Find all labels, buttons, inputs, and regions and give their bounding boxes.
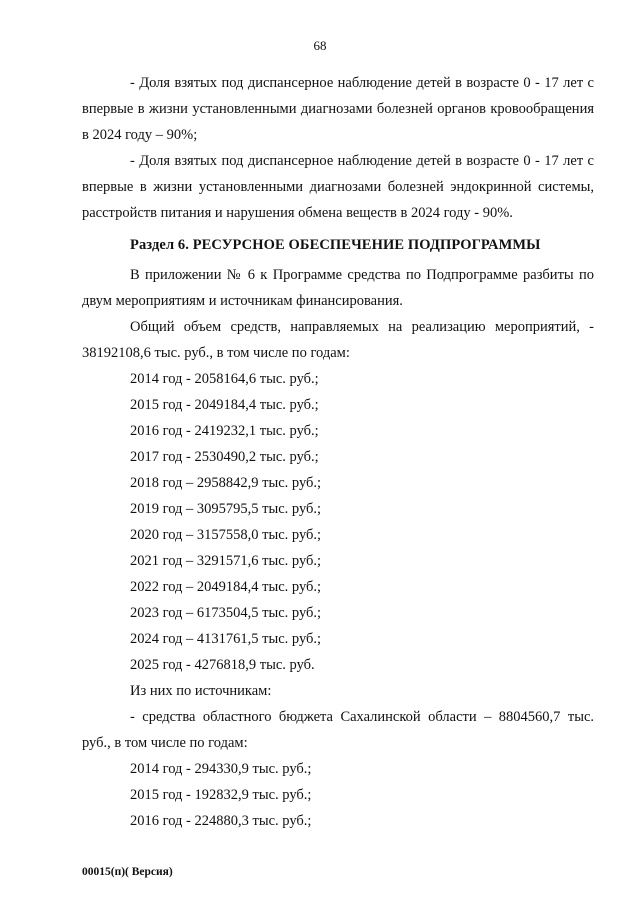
year-line-2014: 2014 год - 2058164,6 тыс. руб.; bbox=[130, 371, 319, 387]
regional-line-2015: 2015 год - 192832,9 тыс. руб.; bbox=[130, 787, 312, 803]
year-line-2024: 2024 год – 4131761,5 тыс. руб.; bbox=[130, 631, 322, 647]
year-line-2020: 2020 год – 3157558,0 тыс. руб.; bbox=[130, 527, 322, 543]
document-body bbox=[82, 70, 594, 834]
year-line-2025: 2025 год - 4276818,9 тыс. руб. bbox=[130, 657, 315, 673]
year-line-2022: 2022 год – 2049184,4 тыс. руб.; bbox=[130, 579, 322, 595]
regional-line-2014: 2014 год - 294330,9 тыс. руб.; bbox=[130, 761, 312, 777]
year-line-2015: 2015 год - 2049184,4 тыс. руб.; bbox=[130, 397, 319, 413]
paragraph-intro: В приложении № 6 к Программе средства по Подпрограмме разбиты по двум мероприятиям и источникам финансирования. bbox=[82, 267, 594, 309]
year-line-2018: 2018 год – 2958842,9 тыс. руб.; bbox=[130, 475, 322, 491]
paragraph-endocrine: - Доля взятых под диспансерное наблюдение детей в возрасте 0 - 17 лет с впервые в жизни установленными диагнозами болезней эндокринной системы, расстройств питания и нарушения обмена веществ в 2024 году - 90%. bbox=[82, 153, 594, 221]
paragraph-regional-budget: - средства областного бюджета Сахалинской области – 8804560,7 тыс. руб., в том числе по годам: bbox=[82, 709, 594, 751]
total-by-year-list bbox=[82, 366, 594, 678]
sources-heading: Из них по источникам: bbox=[130, 683, 272, 699]
section-heading: Раздел 6. РЕСУРСНОЕ ОБЕСПЕЧЕНИЕ ПОДПРОГРАММЫ bbox=[130, 237, 541, 253]
document-footer: 00015(п)( Версия) bbox=[82, 866, 173, 878]
paragraph-total: Общий объем средств, направляемых на реализацию мероприятий, - 38192108,6 тыс. руб., в том числе по годам: bbox=[82, 319, 594, 361]
year-line-2023: 2023 год – 6173504,5 тыс. руб.; bbox=[130, 605, 322, 621]
paragraph-cardio: - Доля взятых под диспансерное наблюдение детей в возрасте 0 - 17 лет с впервые в жизни установленными диагнозами болезней органов кровообращения в 2024 году – 90%; bbox=[82, 75, 594, 143]
regional-by-year-list bbox=[82, 756, 594, 834]
year-line-2016: 2016 год - 2419232,1 тыс. руб.; bbox=[130, 423, 319, 439]
year-line-2021: 2021 год – 3291571,6 тыс. руб.; bbox=[130, 553, 322, 569]
page-number: 68 bbox=[313, 38, 327, 53]
year-line-2019: 2019 год – 3095795,5 тыс. руб.; bbox=[130, 501, 322, 517]
regional-line-2016: 2016 год - 224880,3 тыс. руб.; bbox=[130, 813, 312, 829]
year-line-2017: 2017 год - 2530490,2 тыс. руб.; bbox=[130, 449, 319, 465]
